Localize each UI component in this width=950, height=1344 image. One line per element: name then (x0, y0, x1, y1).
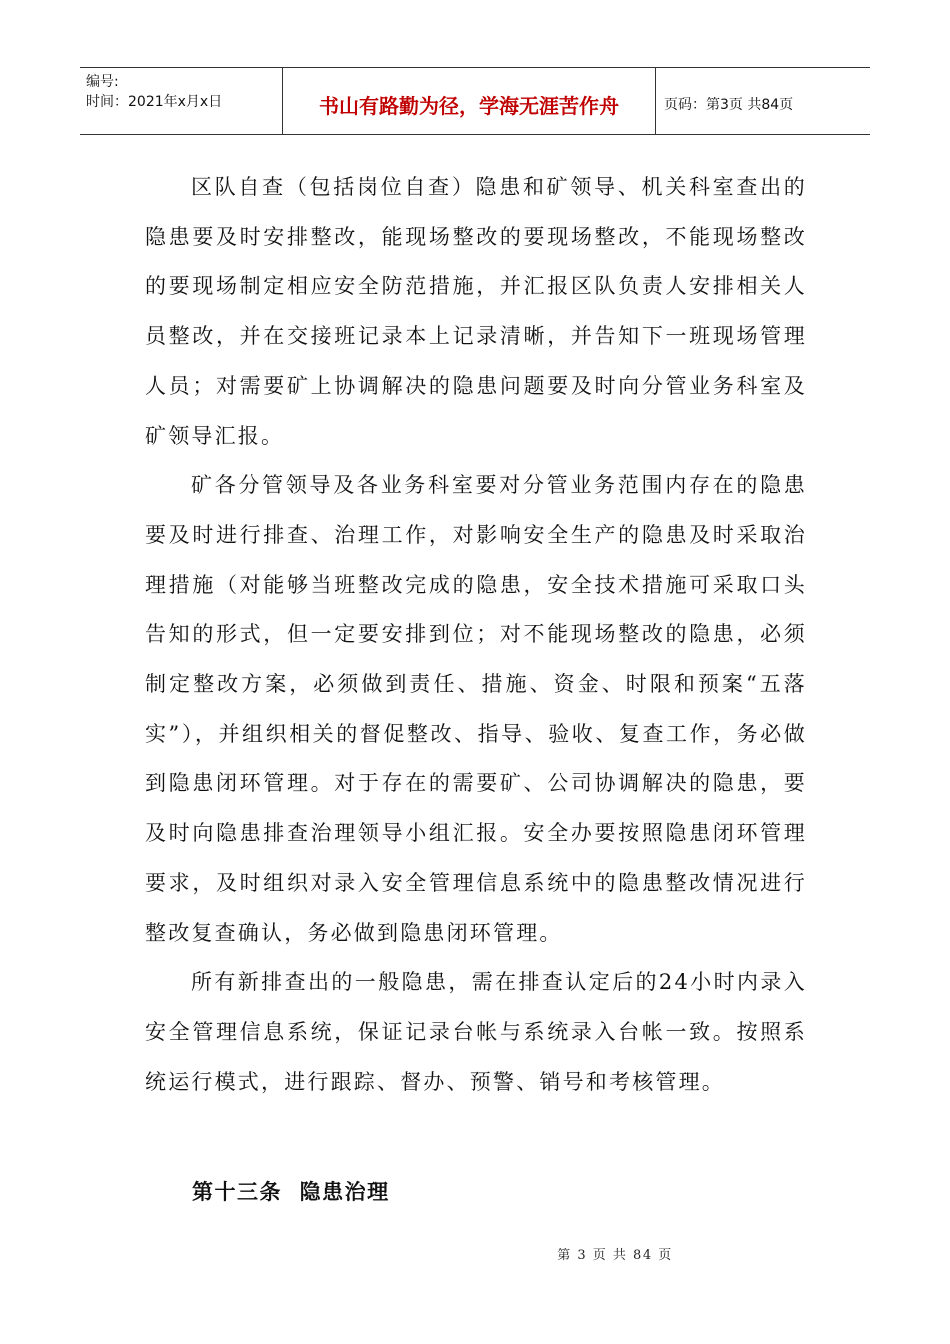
document-body (145, 163, 807, 1107)
header-meta-cell (80, 68, 283, 134)
paragraph: 区队自查（包括岗位自查）隐患和矿领导、机关科室查出的隐患要及时安排整改，能现场整改的要现场整改，不能现场整改的要现场制定相应安全防范措施，并汇报区队负责人安排相关人员整改，并在交接班记录本上记录清晰，并告知下一班现场管理人员；对需要矿上协调解决的隐患问题要及时向分管业务科室及矿领导汇报。 (145, 175, 807, 448)
article-heading: 第十三条 隐患治理 (192, 1180, 390, 1204)
header-page-code: 页码：第3页 共84页 (664, 97, 794, 113)
paragraph: 所有新排查出的一般隐患，需在排查认定后的24小时内录入安全管理信息系统，保证记录台帐与系统录入台帐一致。按照系统运行模式，进行跟踪、督办、预警、销号和考核管理。 (145, 970, 807, 1094)
page-header (80, 67, 870, 135)
time-label: 时间：2021年x月x日 (86, 94, 223, 110)
header-motto: 书山有路勤为径，学海无涯苦作舟 (283, 68, 656, 134)
page-footer: 第 3 页 共 84 页 (557, 1248, 673, 1263)
serial-label: 编号: (86, 74, 119, 90)
paragraph: 矿各分管领导及各业务科室要对分管业务范围内存在的隐患要及时进行排查、治理工作，对影响安全生产的隐患及时采取治理措施（对能够当班整改完成的隐患，安全技术措施可采取口头告知的形式，但一定要安排到位；对不能现场整改的隐患，必须制定整改方案，必须做到责任、措施、资金、时限和预案“五落实”），并组织相关的督促整改、指导、验收、复查工作，务必做到隐患闭环管理。对于存在的需要矿、公司协调解决的隐患，要及时向隐患排查治理领导小组汇报。安全办要按照隐患闭环管理要求，及时组织对录入安全管理信息系统中的隐患整改情况进行整改复查确认，务必做到隐患闭环管理。 (145, 473, 807, 945)
